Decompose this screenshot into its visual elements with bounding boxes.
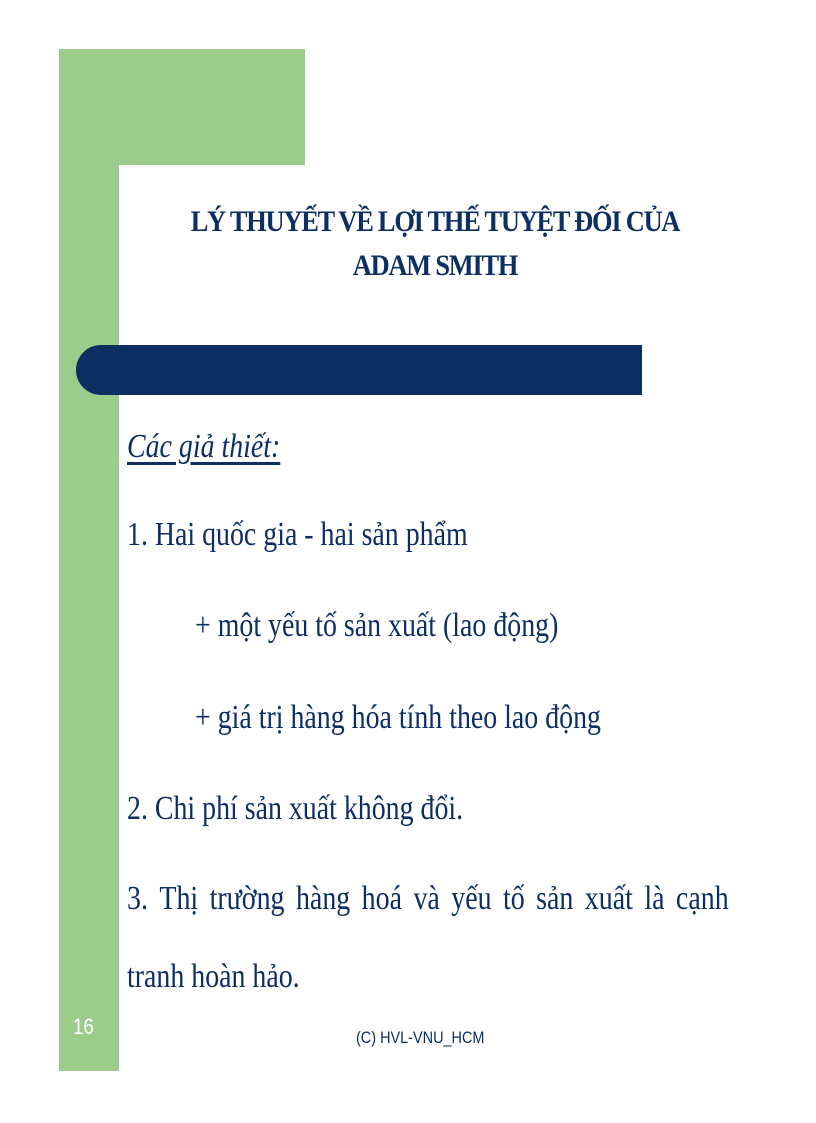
list-item-2: 2. Chi phí sản xuất không đổi.: [127, 790, 464, 827]
list-item-3-word: là: [644, 880, 665, 917]
green-top-block: [59, 49, 305, 165]
list-item-3-word: yếu: [451, 880, 492, 917]
list-item-3-line-2: tranh hoàn hảo.: [127, 958, 300, 995]
list-item-3-line-1: [127, 879, 729, 919]
list-item-1-sub-2: + giá trị hàng hóa tính theo lao động: [195, 699, 601, 736]
list-item-3-word: xuất: [584, 880, 633, 917]
list-item-3-word: hàng: [295, 880, 351, 917]
slide-title: [184, 200, 686, 288]
title-divider-bar: [76, 345, 642, 395]
slide-footer: (C) HVL-VNU_HCM: [356, 1028, 485, 1047]
list-item-3-word: Thị: [159, 880, 199, 917]
assumptions-heading: Các giả thiết:: [127, 428, 281, 465]
green-side-band: [59, 49, 119, 1071]
list-item-3-word: hoá: [361, 880, 403, 917]
slide-number: 16: [73, 1014, 94, 1039]
list-item-1: 1. Hai quốc gia - hai sản phẩm: [127, 516, 468, 553]
list-item-3-word: tố: [502, 880, 525, 917]
list-item-3-word: và: [413, 880, 440, 917]
list-item-3-word: cạnh: [675, 880, 729, 917]
list-item-1-sub-1: + một yếu tố sản xuất (lao động): [195, 607, 559, 644]
list-item-3-word: trường: [209, 880, 285, 917]
list-item-3-word: 3.: [127, 880, 148, 917]
title-line-1: LÝ THUYẾT VỀ LỢI THẾ TUYỆT ĐỐI CỦA: [190, 205, 680, 238]
list-item-3-word: sản: [536, 880, 574, 917]
title-line-2: ADAM SMITH: [352, 249, 518, 282]
